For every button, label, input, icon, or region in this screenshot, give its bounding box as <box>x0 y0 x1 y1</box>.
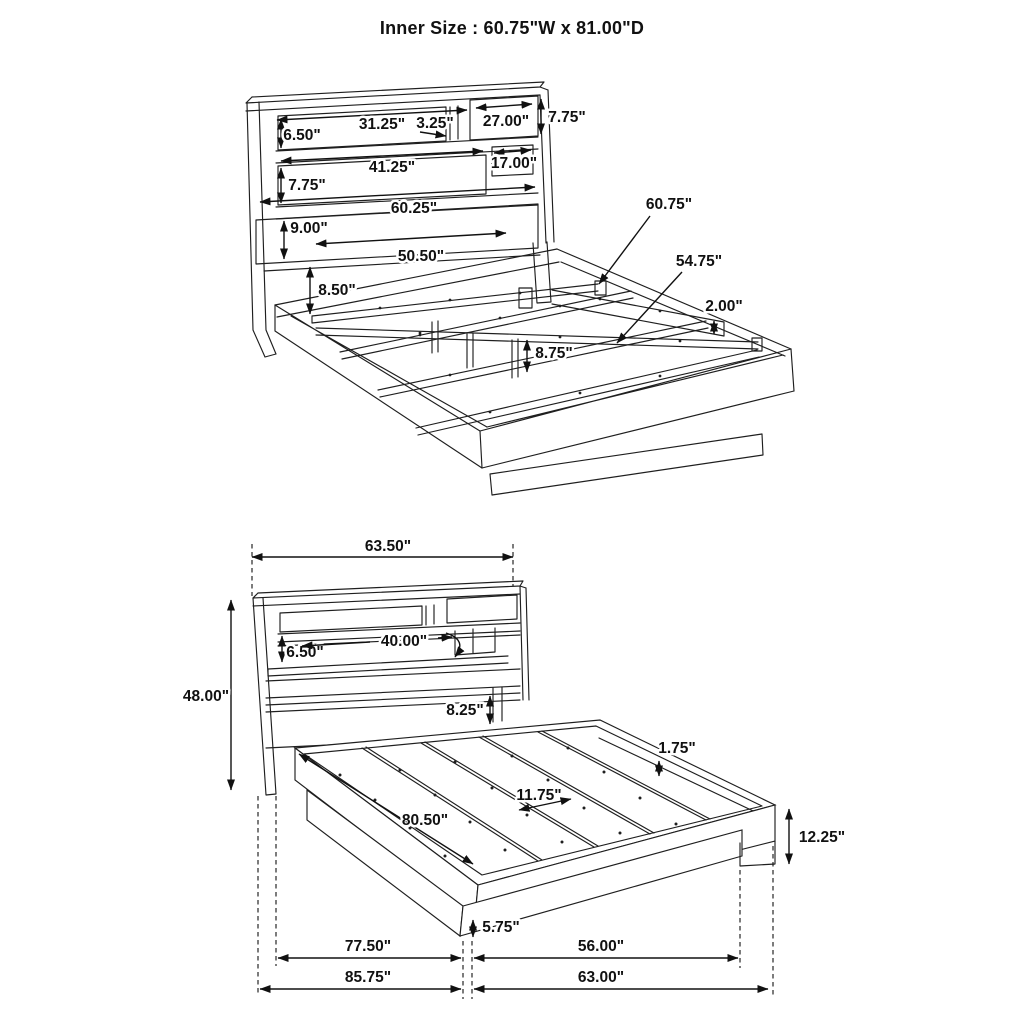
dim-deck-length: 80.50" <box>401 812 449 829</box>
dim-plinth-height: 5.75" <box>482 919 520 936</box>
top-view-dimensions <box>260 99 743 372</box>
dim-leg-span-width: 50.50" <box>397 248 445 265</box>
dim-rail-thickness: 2.00" <box>705 298 743 315</box>
dim-headboard-width: 63.50" <box>364 538 412 555</box>
dim-shelf-opening-height: 6.50" <box>286 644 324 661</box>
dim-base-width: 56.00" <box>577 938 625 955</box>
screw-dots-top <box>379 292 682 414</box>
dim-overall-width: 63.00" <box>577 969 625 986</box>
platform-side-structure <box>295 720 775 936</box>
dim-slat-spacing: 11.75" <box>516 787 562 804</box>
dim-shelf2-height: 7.75" <box>288 177 326 194</box>
dim-headboard-height: 48.00" <box>182 688 230 705</box>
dim-opening-left-height: 6.50" <box>283 127 321 144</box>
dim-rail-outer-length: 60.75" <box>645 196 693 213</box>
dim-shelf2-right-width: 17.00" <box>490 155 538 172</box>
dim-support-height: 8.75" <box>535 345 573 362</box>
dim-opening-right-height: 7.75" <box>548 109 586 126</box>
bottom-view-diagram <box>183 538 845 999</box>
dim-panel-width: 60.25" <box>390 200 438 217</box>
dim-panel-height: 9.00" <box>290 220 328 237</box>
dim-rail-inner-length: 54.75" <box>675 253 723 270</box>
dim-slat-thickness: 1.75" <box>658 740 696 757</box>
top-view-diagram <box>246 82 794 495</box>
dim-base-length: 77.50" <box>344 938 392 955</box>
dim-shelf-opening-width: 40.00" <box>380 633 428 650</box>
dim-divider-width: 3.25" <box>416 115 454 132</box>
dim-shelf2-width: 41.25" <box>368 159 416 176</box>
dim-footboard-height: 12.25" <box>798 829 846 846</box>
dim-clearance-height: 8.50" <box>318 282 356 299</box>
dim-overall-length: 85.75" <box>344 969 392 986</box>
page-title: Inner Size : 60.75"W x 81.00"D <box>379 18 645 38</box>
dim-opening-left-width: 31.25" <box>358 116 406 133</box>
dim-deck-to-shelf-height: 8.25" <box>446 702 484 719</box>
dim-opening-right-width: 27.00" <box>482 113 530 130</box>
